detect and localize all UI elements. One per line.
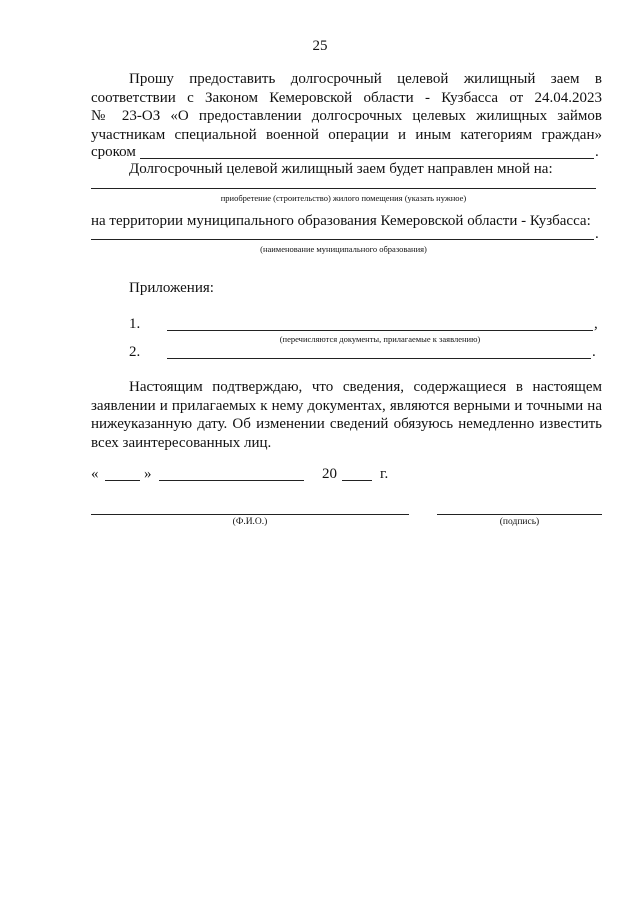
term-label: сроком xyxy=(91,144,136,160)
date-close-quote: » xyxy=(144,466,152,482)
territory-end: . xyxy=(595,226,599,242)
date-open-quote: « xyxy=(91,466,99,482)
request-line-3: № 23-ОЗ «О предоставлении долгосрочных целевых жилищных займов xyxy=(91,108,602,124)
request-line-2: соответствии с Законом Кемеровской области - Кузбасса от 24.04.2023 xyxy=(91,89,602,106)
attachment-2-end: . xyxy=(592,344,596,360)
purpose-text: Долгосрочный целевой жилищный заем будет направлен мной на: xyxy=(129,161,553,177)
territory-caption: (наименование муниципального образования) xyxy=(260,244,427,254)
request-line-1: Прошу предоставить долгосрочный целевой жилищный заем в xyxy=(129,71,602,87)
attachments-caption: (перечисляются документы, прилагаемые к заявлению) xyxy=(279,334,481,344)
date-month-field-line[interactable] xyxy=(159,480,304,481)
term-end: . xyxy=(595,144,599,160)
attachment-1-end: , xyxy=(594,316,598,332)
fio-caption: (Ф.И.О.) xyxy=(232,517,268,527)
territory-field-line[interactable] xyxy=(91,239,594,240)
purpose-field-line[interactable] xyxy=(91,188,596,189)
confirmation-line-3: нижеуказанную дату. Об изменении сведений обязуюсь немедленно известить xyxy=(91,416,602,432)
territory-text: на территории муниципального образования Кемеровской области - Кузбасса: xyxy=(91,213,591,229)
signature-caption: (подпись) xyxy=(499,517,540,527)
date-year-prefix: 20 xyxy=(322,466,337,482)
attachment-1-field-line[interactable] xyxy=(167,330,593,331)
fio-field-line[interactable] xyxy=(91,514,409,515)
confirmation-line-2: заявлении и прилагаемых к нему документах, являются верными и точными на xyxy=(91,397,602,414)
purpose-caption: приобретение (строительство) жилого помещения (указать нужное) xyxy=(220,193,467,203)
confirmation-paragraph xyxy=(91,378,602,452)
date-year-suffix: г. xyxy=(380,466,389,482)
signature-field-line[interactable] xyxy=(437,514,602,515)
attachment-1-number: 1. xyxy=(129,316,141,332)
term-field-line[interactable] xyxy=(140,158,594,159)
request-paragraph xyxy=(91,70,602,144)
confirmation-line-4: всех заинтересованных лиц. xyxy=(91,434,272,451)
confirmation-line-1: Настоящим подтверждаю, что сведения, содержащиеся в настоящем xyxy=(129,379,602,395)
attachments-title: Приложения: xyxy=(129,280,214,296)
date-day-field-line[interactable] xyxy=(105,480,140,481)
attachment-2-number: 2. xyxy=(129,344,141,360)
date-year-field-line[interactable] xyxy=(342,480,372,481)
request-line-4: участникам специальной военной операции и иным категориям граждан» xyxy=(91,126,602,143)
page-number: 25 xyxy=(312,38,328,54)
attachment-2-field-line[interactable] xyxy=(167,358,591,359)
